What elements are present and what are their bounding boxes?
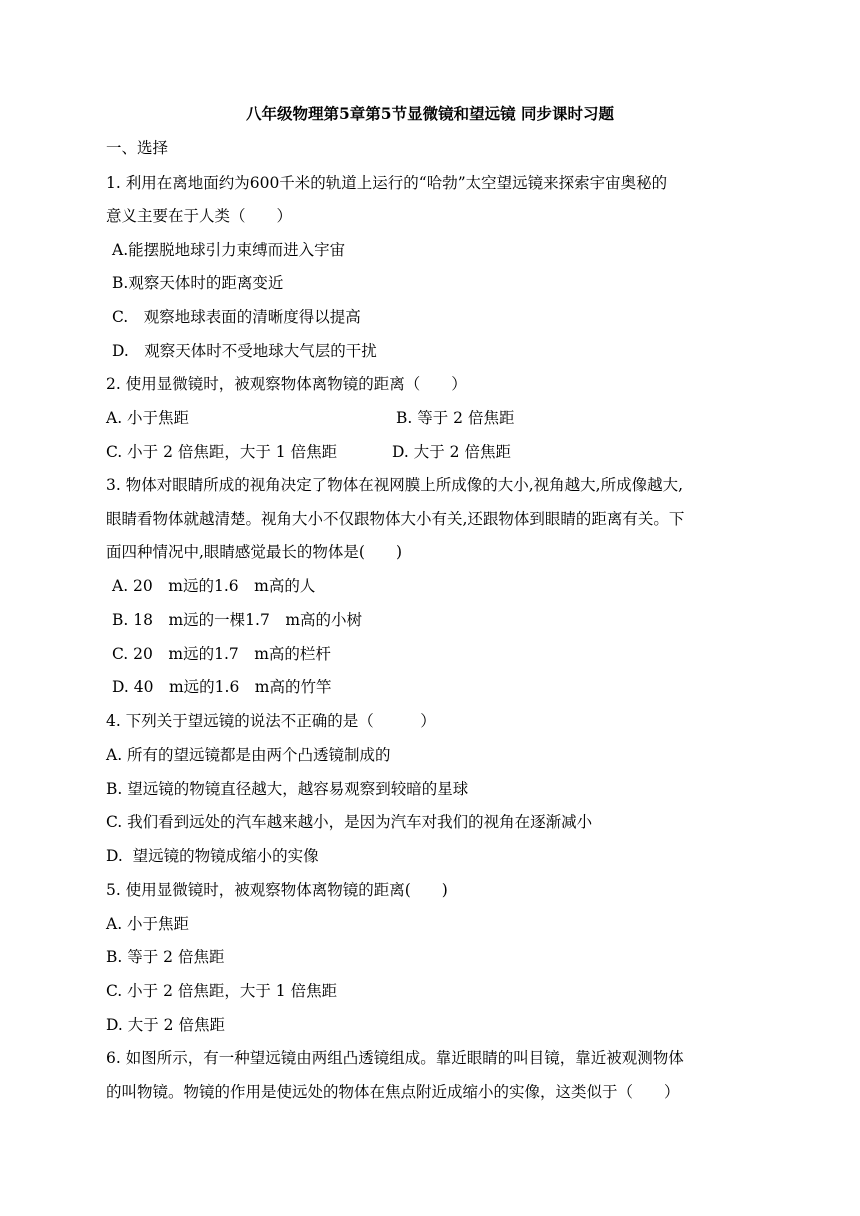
q3-option-d: D. 40 m远的1.6 m高的竹竿 — [112, 678, 332, 696]
q4-option-c: C. 我们看到远处的汽车越来越小，是因为汽车对我们的视角在逐渐减小 — [106, 813, 593, 831]
document-title: 八年级物理第5章第5节显微镜和望远镜 同步课时习题 — [246, 104, 614, 123]
q4-stem: 4. 下列关于望远镜的说法不正确的是（ ） — [106, 712, 436, 730]
q1-option-b: B.观察天体时的距离变近 — [112, 274, 284, 292]
q4-option-b: B. 望远镜的物镜直径越大，越容易观察到较暗的星球 — [106, 780, 469, 798]
q6-stem-line1: 6. 如图所示，有一种望远镜由两组凸透镜组成。靠近眼睛的叫目镜，靠近被观测物体 — [106, 1049, 684, 1067]
q5-option-b: B. 等于 2 倍焦距 — [106, 948, 225, 966]
q2-option-b: B. 等于 2 倍焦距 — [396, 409, 515, 427]
q3-option-a: A. 20 m远的1.6 m高的人 — [112, 577, 316, 595]
q3-stem-line3: 面四种情况中,眼睛感觉最长的物体是( ) — [106, 543, 403, 561]
section-heading: 一、选择 — [106, 139, 169, 157]
q6-stem-line2: 的叫物镜。物镜的作用是使远处的物体在焦点附近成缩小的实像，这类似于（ ） — [106, 1083, 680, 1101]
q1-option-a: A.能摆脱地球引力束缚而进入宇宙 — [112, 241, 346, 259]
q5-stem: 5. 使用显微镜时，被观察物体离物镜的距离( ) — [106, 881, 448, 899]
q2-option-c: C. 小于 2 倍焦距，大于 1 倍焦距 — [106, 443, 338, 461]
q2-option-a: A. 小于焦距 — [106, 409, 190, 427]
q5-option-a: A. 小于焦距 — [106, 915, 190, 933]
q3-option-b: B. 18 m远的一棵1.7 m高的小树 — [112, 611, 363, 629]
q1-stem-line2: 意义主要在于人类（ ） — [106, 207, 293, 225]
q2-option-d: D. 大于 2 倍焦距 — [392, 443, 511, 461]
q1-option-d: D. 观察天体时不受地球大气层的干扰 — [112, 342, 377, 360]
q3-stem-line1: 3. 物体对眼睛所成的视角决定了物体在视网膜上所成像的大小,视角越大,所成像越大, — [106, 476, 683, 494]
q2-stem: 2. 使用显微镜时，被观察物体离物镜的距离（ ） — [106, 375, 467, 393]
q4-option-d: D. 望远镜的物镜成缩小的实像 — [106, 847, 319, 865]
q1-option-c: C. 观察地球表面的清晰度得以提高 — [112, 308, 361, 326]
q5-option-c: C. 小于 2 倍焦距，大于 1 倍焦距 — [106, 982, 338, 1000]
q3-option-c: C. 20 m远的1.7 m高的栏杆 — [112, 645, 331, 663]
q4-option-a: A. 所有的望远镜都是由两个凸透镜制成的 — [106, 746, 391, 764]
q1-stem-line1: 1. 利用在离地面约为600千米的轨道上运行的“哈勃”太空望远镜来探索宇宙奥秘的 — [106, 174, 668, 192]
q5-option-d: D. 大于 2 倍焦距 — [106, 1016, 225, 1034]
q3-stem-line2: 眼睛看物体就越清楚。视角大小不仅跟物体大小有关,还跟物体到眼睛的距离有关。下 — [106, 510, 685, 528]
